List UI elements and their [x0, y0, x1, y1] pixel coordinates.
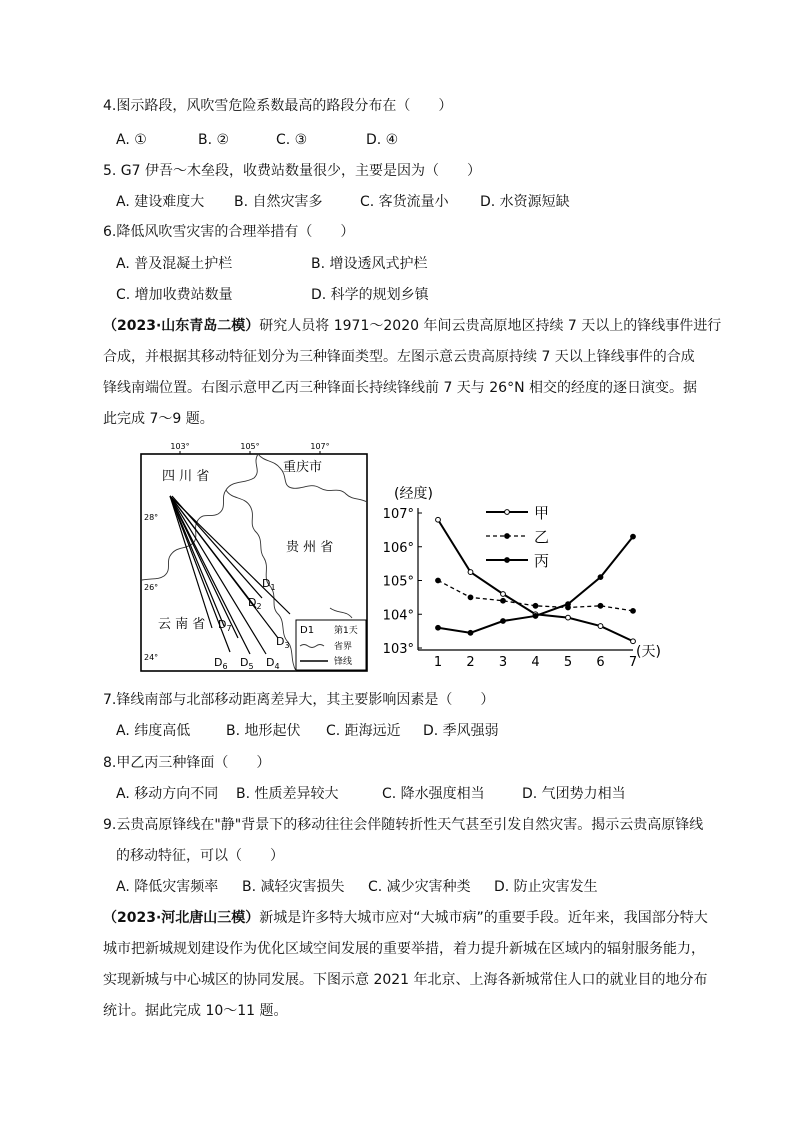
q8-option-b[interactable]: B. 性质差异较大 [236, 786, 339, 802]
q7-stem: 7.锋线南部与北部移动距离差异大，其主要影响因素是（ ） [103, 692, 495, 708]
series-point-1 [631, 608, 636, 613]
intro2-line2: 城市把新城规划建设作为优化区域空间发展的重要举措，着力提升新城在区域内的辐射服务能力， [103, 941, 705, 957]
label-sichuan: 四 川 省 [162, 469, 210, 484]
x-tick-label: 7 [628, 655, 638, 668]
series-point-2 [631, 534, 636, 539]
series-point-1 [468, 595, 473, 600]
q6-option-d[interactable]: D. 科学的规划乡镇 [311, 287, 429, 303]
series-point-0 [566, 615, 571, 620]
series-point-1 [598, 603, 603, 608]
lat-label-24: 24° [144, 653, 159, 662]
q8-stem: 8.甲乙丙三种锋面（ ） [103, 755, 271, 771]
label-yunnan: 云 南 省 [158, 617, 206, 632]
intro1-line1: （2023·山东青岛二模）研究人员将 1971～2020 年间云贵高原地区持续 7 天以上的锋线事件进行 [103, 318, 722, 334]
q6-option-c[interactable]: C. 增加收费站数量 [116, 287, 233, 303]
q7-option-a[interactable]: A. 纬度高低 [116, 723, 191, 739]
q9-option-c[interactable]: C. 减少灾害种类 [368, 879, 471, 895]
lon-label-103: 103° [170, 442, 190, 451]
intro1-line4: 此完成 7～9 题。 [103, 411, 214, 427]
intro2-line4: 统计。据此完成 10～11 题。 [103, 1003, 288, 1019]
q9-option-b[interactable]: B. 减轻灾害损失 [242, 879, 345, 895]
q8-option-c[interactable]: C. 降水强度相当 [382, 786, 485, 802]
intro1-source: （2023·山东青岛二模） [103, 318, 260, 334]
q4-option-a[interactable]: A. ① [116, 132, 147, 148]
q7-option-c[interactable]: C. 距海远近 [326, 723, 401, 739]
legend-marker-2 [505, 558, 510, 563]
point-d4: $D_4$ [266, 656, 280, 671]
q5-option-b[interactable]: B. 自然灾害多 [234, 194, 323, 210]
lat-label-26: 26° [144, 583, 159, 592]
q6-option-a[interactable]: A. 普及混凝土护栏 [116, 256, 233, 272]
point-d1: $D_1$ [262, 577, 276, 592]
point-d3: $D_3$ [276, 635, 290, 650]
series-point-2 [566, 602, 571, 607]
series-point-2 [468, 630, 473, 635]
lon-label-105: 105° [240, 442, 260, 451]
series-point-2 [598, 575, 603, 580]
intro2-line3: 实现新城与中心城区的协同发展。下图示意 2021 年北京、上海各新城常住人口的就业目的地分布 [103, 972, 708, 988]
y-tick-label: 104° [382, 608, 414, 624]
q9-option-a[interactable]: A. 降低灾害频率 [116, 879, 219, 895]
q9-stem-line1: 9.云贵高原锋线在"静"背景下的移动往往会伴随转折性天气甚至引发自然灾害。揭示云贵高原锋线 [103, 817, 704, 833]
intro1-line2: 合成，并根据其移动特征划分为三种锋面类型。左图示意云贵高原持续 7 天以上锋线事件的合成 [103, 349, 695, 365]
lon-label-107: 107° [310, 442, 330, 451]
q8-option-a[interactable]: A. 移动方向不同 [116, 786, 219, 802]
point-d6: $D_6$ [214, 656, 228, 671]
series-point-2 [436, 625, 441, 630]
point-d7: $D_7$ [218, 618, 232, 633]
series-point-2 [533, 614, 538, 619]
x-tick-label: 2 [466, 655, 475, 668]
series-point-0 [631, 639, 636, 644]
q4-option-b[interactable]: B. ② [198, 132, 230, 148]
legend-d1-symbol: D1 [300, 625, 315, 636]
series-point-1 [436, 578, 441, 583]
q7-option-d[interactable]: D. 季风强弱 [423, 723, 499, 739]
legend-label-0: 甲 [534, 504, 550, 522]
q4-stem: 4.图示路段，风吹雪危险系数最高的路段分布在（ ） [103, 98, 453, 114]
q6-option-b[interactable]: B. 增设透风式护栏 [311, 256, 428, 272]
intro2-line1: （2023·河北唐山三模）新城是许多特大城市应对“大城市病”的重要手段。近年来，我国部分特大 [103, 910, 708, 926]
series-point-0 [501, 592, 506, 597]
x-tick-label: 5 [563, 655, 573, 668]
q7-option-b[interactable]: B. 地形起伏 [226, 723, 301, 739]
q8-option-d[interactable]: D. 气团势力相当 [522, 786, 626, 802]
q4-option-c[interactable]: C. ③ [276, 132, 308, 148]
x-tick-label: 1 [433, 655, 443, 668]
q9-option-d[interactable]: D. 防止灾害发生 [494, 879, 598, 895]
intro2-source: （2023·河北唐山三模） [103, 910, 260, 926]
chart-xlabel: (天) [636, 644, 661, 660]
series-point-1 [533, 603, 538, 608]
lat-label-28: 28° [144, 513, 159, 522]
point-d2: $D_2$ [248, 596, 262, 611]
front-position-map [140, 438, 370, 674]
series-point-1 [501, 598, 506, 603]
series-point-2 [501, 619, 506, 624]
series-point-0 [436, 517, 441, 522]
longitude-line-chart [378, 478, 678, 668]
legend-front-label: 锋线 [334, 657, 353, 667]
legend-label-1: 乙 [534, 528, 550, 546]
series-point-0 [468, 570, 473, 575]
legend-label-2: 丙 [534, 552, 550, 570]
y-tick-label: 103° [382, 642, 414, 657]
x-tick-label: 4 [531, 655, 540, 668]
intro1-line3: 锋线南端位置。右图示意甲乙丙三种锋面长持续锋线前 7 天与 26°N 相交的经度的逐日演变。据 [103, 380, 697, 396]
legend-marker-0 [505, 510, 510, 515]
label-chongqing: 重庆市 [283, 460, 323, 475]
q5-option-c[interactable]: C. 客货流量小 [360, 194, 449, 210]
q5-option-a[interactable]: A. 建设难度大 [116, 194, 205, 210]
y-tick-label: 106° [382, 540, 414, 556]
q4-option-d[interactable]: D. ④ [366, 132, 399, 148]
legend-border-label: 省界 [334, 642, 353, 652]
q5-stem: 5. G7 伊吾～木垒段，收费站数量很少，主要是因为（ ） [103, 163, 482, 179]
y-tick-label: 107° [382, 507, 414, 522]
legend-marker-1 [505, 534, 510, 539]
q5-option-d[interactable]: D. 水资源短缺 [480, 194, 570, 210]
chart-ylabel: (经度) [394, 486, 433, 502]
x-tick-label: 3 [498, 655, 508, 668]
label-guizhou: 贵 州 省 [286, 540, 334, 555]
series-point-0 [598, 624, 603, 629]
q9-stem-line2: 的移动特征，可以（ ） [116, 848, 284, 864]
point-d5: $D_5$ [240, 656, 254, 671]
legend-d1-label: 第1天 [334, 626, 358, 636]
q6-stem: 6.降低风吹雪灾害的合理举措有（ ） [103, 224, 355, 240]
y-tick-label: 105° [382, 574, 414, 590]
x-tick-label: 6 [596, 655, 605, 668]
